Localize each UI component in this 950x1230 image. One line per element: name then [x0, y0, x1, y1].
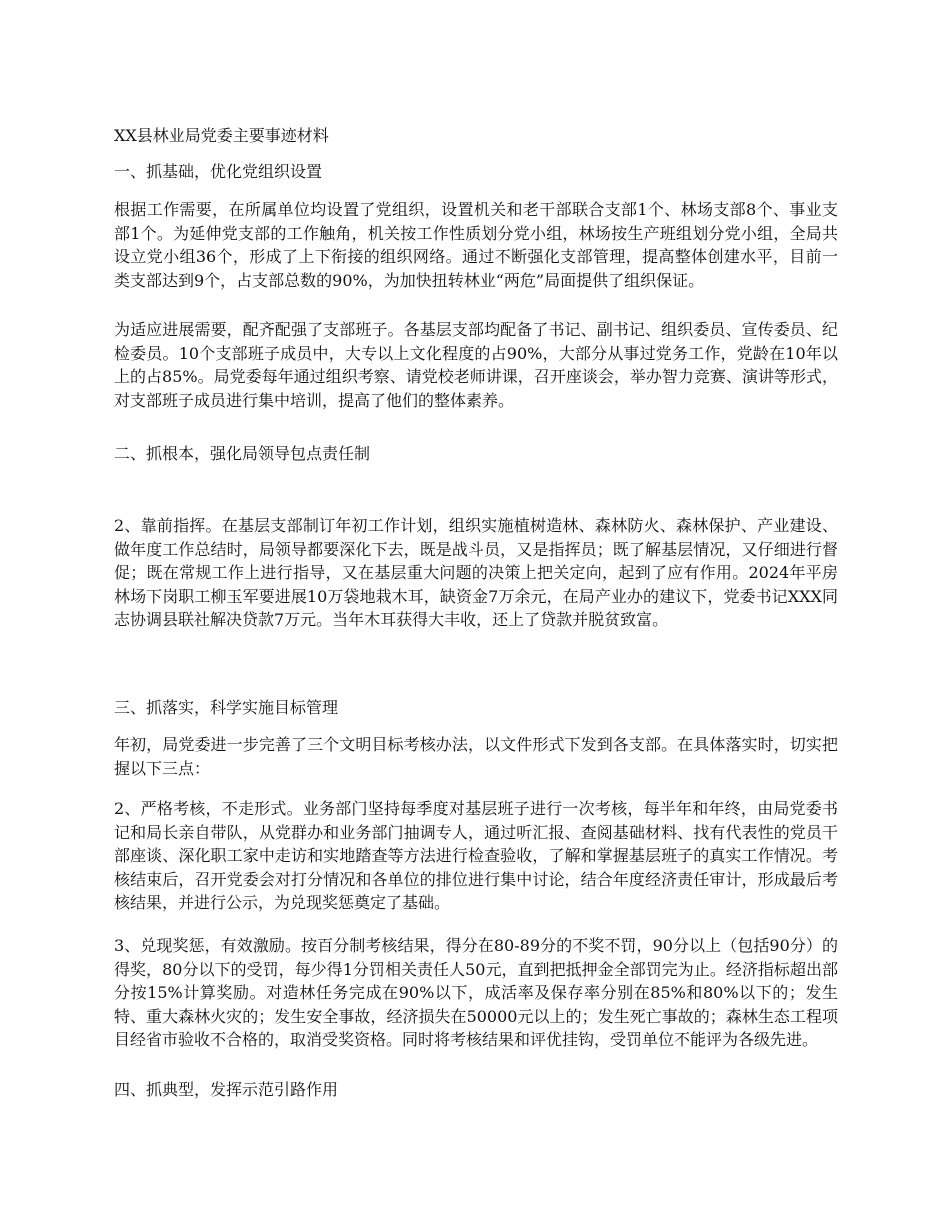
section-heading-3: 三、抓落实，科学实施目标管理 [114, 698, 339, 717]
paragraph-2-1: 2、靠前指挥。在基层支部制订年初工作计划，组织实施植树造林、森林防火、森林保护、产业建设、做年度工作总结时，局领导都要深化下去，既是战斗员，又是指挥员；既了解基层情况，又仔细进行督促；既在常规工作上进行指导，又在基层重大问题的决策上把关定向，起到了应有作用。2024年平房林场下岗职工柳玉军要进展10万袋地栽木耳，缺资金7万余元，在局产业办的建议下，党委书记XXX同志协调县联社解决贷款7万元。当年木耳获得大丰收，还上了贷款并脱贫致富。 [114, 516, 838, 629]
paragraph-3-3: 3、兑现奖惩，有效激励。按百分制考核结果，得分在80-89分的不奖不罚，90分以上（包括90分）的得奖，80分以下的受罚，每少得1分罚相关责任人50元，直到把抵押金全部罚完为止。经济指标超出部分按15%计算奖励。对造林任务完成在90%以下，成活率及保存率分别在85%和80%以下的；发生特、重大森林火灾的；发生安全事故，经济损失在50000元以上的；发生死亡事故的；森林生态工程项目经省市验收不合格的，取消受奖资格。同时将考核结果和评优挂钩，受罚单位不能评为各级先进。 [114, 936, 838, 1049]
paragraph-3-2: 2、严格考核，不走形式。业务部门坚持每季度对基层班子进行一次考核，每半年和年终，由局党委书记和局长亲自带队，从党群办和业务部门抽调专人，通过听汇报、查阅基础材料、找有代表性的党员干部座谈、深化职工家中走访和实地踏查等方法进行检查验收，了解和掌握基层班子的真实工作情况。考核结束后，召开党委会对打分情况和各单位的排位进行集中讨论，结合年度经济责任审计，形成最后考核结果，并进行公示，为兑现奖惩奠定了基础。 [114, 799, 838, 912]
section-heading-4: 四、抓典型，发挥示范引路作用 [114, 1080, 339, 1099]
paragraph-1-1: 根据工作需要，在所属单位均设置了党组织，设置机关和老干部联合支部1个、林场支部8个、事业支部1个。为延伸党支部的工作触角，机关按工作性质划分党小组，林场按生产班组划分党小组，全局共设立党小组36个，形成了上下衔接的组织网络。通过不断强化支部管理，提高整体创建水平，目前一类支部达到9个，占支部总数的90%，为加快扭转林业“两危”局面提供了组织保证。 [114, 200, 838, 290]
section-heading-1: 一、抓基础，优化党组织设置 [114, 162, 323, 181]
section-heading-2: 二、抓根本，强化局领导包点责任制 [114, 444, 371, 463]
paragraph-1-2: 为适应进展需要，配齐配强了支部班子。各基层支部均配备了书记、副书记、组织委员、宣传委员、纪检委员。10个支部班子成员中，大专以上文化程度的占90%，大部分从事过党务工作，党龄在10年以上的占85%。局党委每年通过组织考察、请党校老师讲课，召开座谈会，举办智力竞赛、演讲等形式，对支部班子成员进行集中培训，提高了他们的整体素养。 [114, 320, 838, 410]
document-title: XX县林业局党委主要事迹材料 [114, 126, 329, 145]
paragraph-3-1: 年初，局党委进一步完善了三个文明目标考核办法，以文件形式下发到各支部。在具体落实时，切实把握以下三点： [114, 735, 838, 778]
